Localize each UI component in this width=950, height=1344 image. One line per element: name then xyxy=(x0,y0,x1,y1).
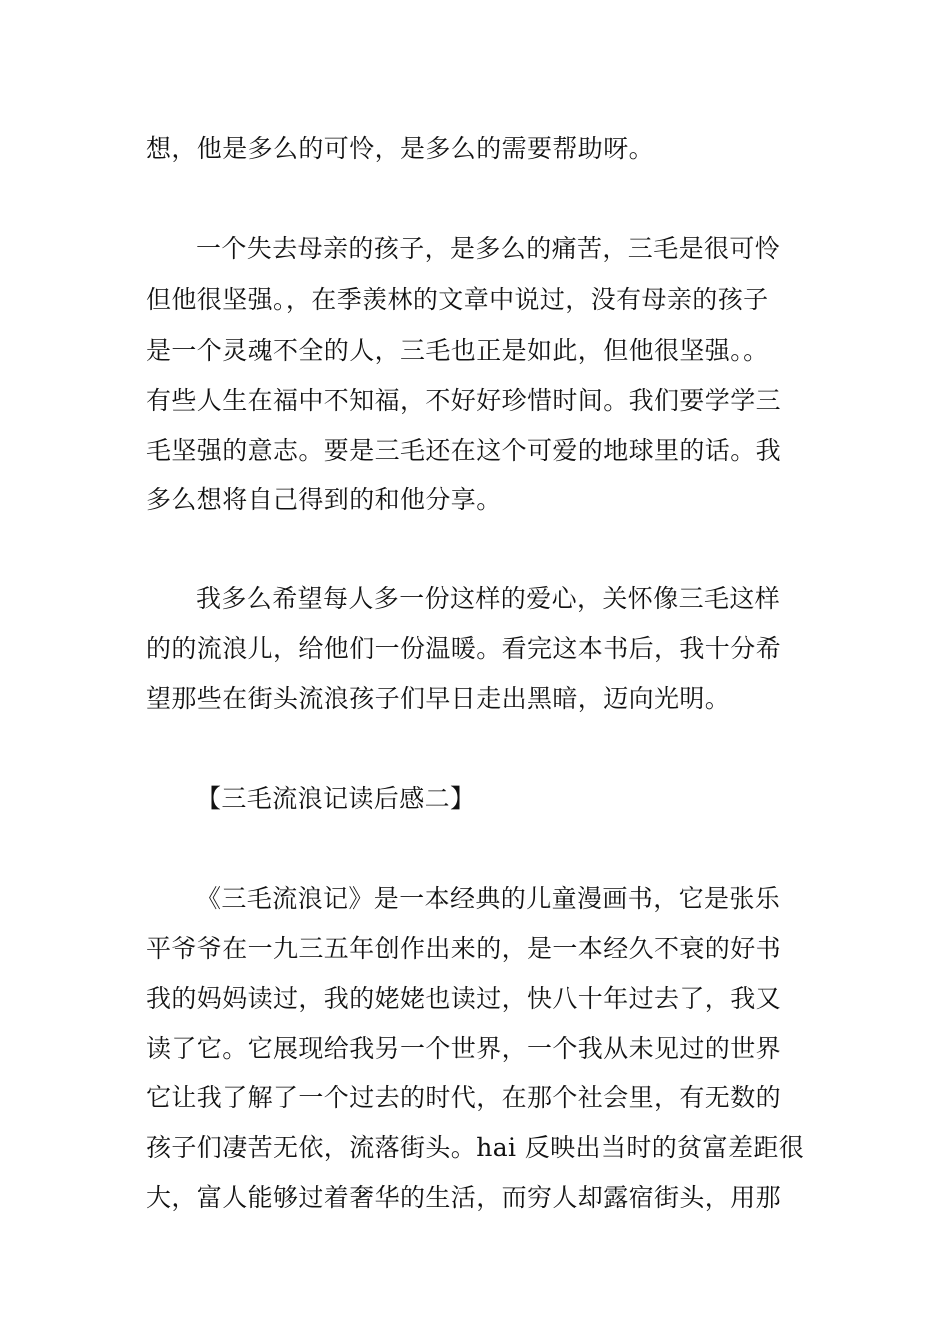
text-line: 平爷爷在一九三五年创作出来的，是一本经久不衰的好书 xyxy=(146,934,782,963)
text-line: 它让我了解了一个过去的时代，在那个社会里，有无数的 xyxy=(146,1083,782,1112)
text-line: 我的妈妈读过，我的姥姥也读过，快八十年过去了，我又 xyxy=(146,984,782,1013)
text-line: 多么想将自己得到的和他分享。 xyxy=(146,485,502,514)
paragraph-first-line: 我多么希望每人多一份这样的爱心，关怀像三毛这样 xyxy=(196,584,781,613)
text-line: 但他很坚强。，在季羡林的文章中说过，没有母亲的孩子 xyxy=(146,285,769,314)
text-line: 想，他是多么的可怜，是多么的需要帮助呀。 xyxy=(146,134,655,163)
text-line: 望那些在街头流浪孩子们早日走出黑暗，迈向光明。 xyxy=(146,684,731,713)
text-line: 有些人生在福中不知福，不好好珍惜时间。我们要学学三 xyxy=(146,386,782,415)
text-line: 是一个灵魂不全的人，三毛也正是如此，但他很坚强。。 xyxy=(146,336,769,365)
paragraph-first-line: 一个失去母亲的孩子，是多么的痛苦，三毛是很可怜 xyxy=(196,234,781,263)
text-line: 毛坚强的意志。要是三毛还在这个可爱的地球里的话。我 xyxy=(146,436,782,465)
text-line: 大，富人能够过着奢华的生活，而穷人却露宿街头，用那 xyxy=(146,1183,782,1212)
section-heading: 【三毛流浪记读后感二】 xyxy=(196,784,476,813)
paragraph-first-line: 《三毛流浪记》是一本经典的儿童漫画书，它是张乐 xyxy=(196,884,781,913)
text-line: 孩子们凄苦无依，流落街头。hai 反映出当时的贫富差距很 xyxy=(146,1133,805,1162)
text-line: 读了它。它展现给我另一个世界，一个我从未见过的世界 xyxy=(146,1034,782,1063)
text-line: 的的流浪儿，给他们一份温暖。看完这本书后，我十分希 xyxy=(146,634,782,663)
